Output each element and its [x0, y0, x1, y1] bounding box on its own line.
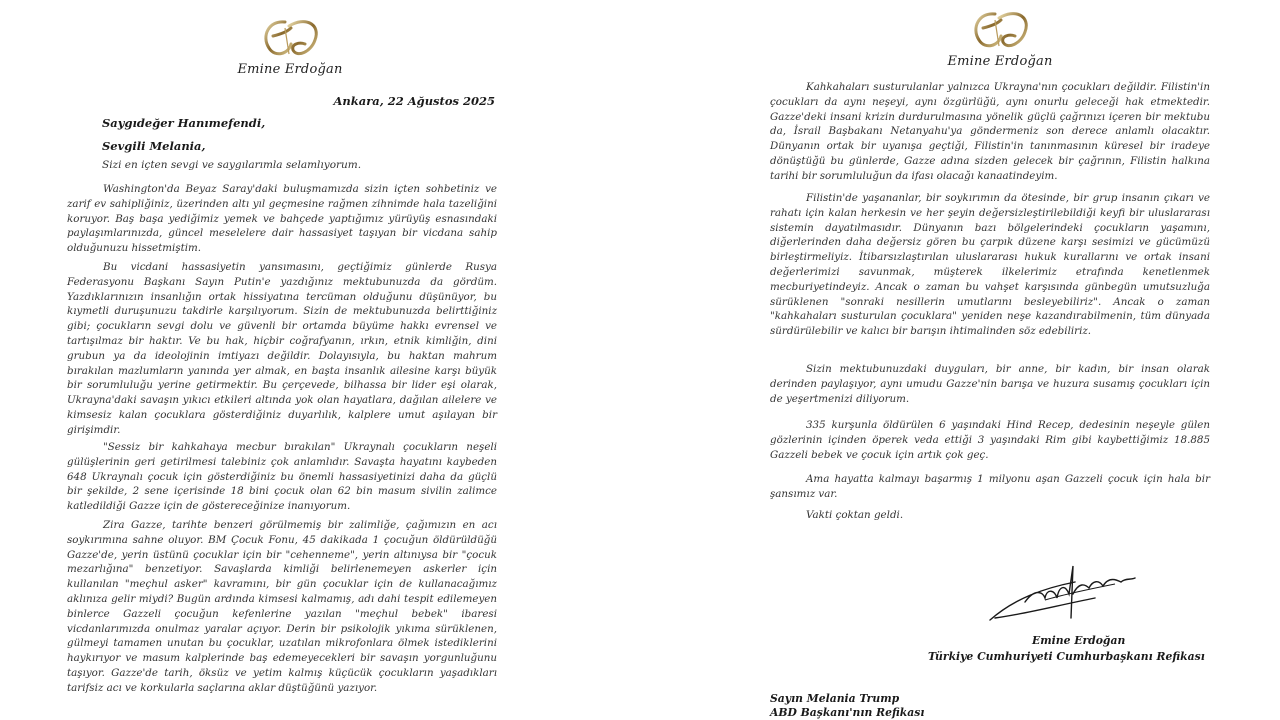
letterhead-name: Emine Erdoğan — [237, 62, 343, 77]
paragraph — [67, 182, 497, 256]
paragraph-text: Kahkahaları susturulanlar yalnızca Ukrayna'nın çocukları değildir. Filistin'in çocukları da aynı neşeyi, aynı özgürlüğü, aynı onurlu geleceği hak etmektedir. Gazze'deki insani krizin durdurulmasına yönelik güçlü çağrınızı içeren bir mektubu da, İsrail Başbakanı Netanyahu'ya göndermeniz son derece anlamlı olacaktır. Dünyanın ortak bir uyanışa geçtiği, Filistin'in tanınmasının küresel bir iradeye dönüştüğü bu günlerde, Gazze adına sizden gelecek bir çağrının, Filistin halkına tarihi bir sorumluluğun da ifası olacağı kanaatindeyim. — [770, 81, 1210, 182]
paragraph-text: Ama hayatta kalmayı başarmış 1 milyonu aşan Gazzeli çocuk için hala bir şansımız var. — [770, 473, 1210, 500]
recipient-name: Sayın Melania Trump — [770, 692, 900, 705]
paragraph-text: Filistin'de yaşananlar, bir soykırımın da ötesinde, bir grup insanın çıkarı ve rahatı için kalan herkesin ve her şeyin değersizleştirilebildiği keyfi bir uluslararası sistemin dayatılmasıdır. Dünyanın bazı bölgelerindeki çocukların yaşamını, diğerlerinden daha değersiz gören bu çarpık düzene karşı sesimizi ve gücümüzü birleştirmeliyiz. İtibarsızlaştırılan uluslararası hukuk kurallarını ve ortak insani değerlerimizi savunmak, müşterek ilkelerimiz etrafında kenetlenmek mecburiyetindeyiz. Ancak o zaman bu vahşet karşısında günbegün umutsuzluğa sürüklenen "sonraki nesillerin umutlarını besleyebiliriz". Ancak o zaman "kahkahaları susturulan çocuklara" yeniden neşe kazandırabilmenin, tüm dünyada sürdürülebilir ve kalıcı bir barışın ihtimalinden söz edebiliriz. — [770, 192, 1210, 338]
monogram-logo-icon — [965, 6, 1035, 54]
salutation-personal: Sevgili Melania, — [102, 139, 206, 153]
recipient-title: ABD Başkanı'nın Refikası — [770, 706, 925, 719]
paragraph-text: Sizin mektubunuzdaki duyguları, bir anne, bir kadın, bir insan olarak derinden paylaşıyor, aynı umudu Gazze'nin barışa ve huzura susamış çocukları için de yeşertmenizi diliyorum. — [770, 363, 1210, 405]
letter-page-2 — [770, 0, 1220, 720]
handwritten-signature-icon — [985, 558, 1155, 628]
paragraph — [770, 362, 1210, 406]
letter-date: Ankara, 22 Ağustos 2025 — [333, 94, 495, 108]
letterhead — [220, 14, 360, 77]
letterhead-name: Emine Erdoğan — [947, 54, 1053, 69]
letterhead — [930, 6, 1070, 69]
paragraph-text: Zira Gazze, tarihte benzeri görülmemiş bir zalimliğe, çağımızın en acı soykırımına sahne oluyor. BM Çocuk Fonu, 45 dakikada 1 çocuğun öldürüldüğü Gazze'de, yerin üstünü çocuklar için bir "cehenneme", yerin altınıysa bir "çocuk mezarlığına" benzetiyor. Savaşlarda kimliği belirlenemeyen askerler için kullanılan "meçhul asker" kavramını, bir gün çocuklar için de kullanacağımız aklınıza gelir miydi? Bugün ardında kimsesi kalmamış, adı dahi tespit edilemeyen binlerce Gazzeli çocuğun kefenlerine yazılan "meçhul bebek" ibaresi vicdanlarımızda onulmaz yaralar açıyor. Derin bir psikolojik yıkıma sürüklenen, gülmeyi tamamen unutan bu çocuklar, uzatılan mikrofonlara ölmek istediklerini haykırıyor ve masum kalplerinde baş edemeyecekleri bir savaşın yorgunluğunu taşıyor. Gazze'de tarih, öksüz ve yetim kalmış küçücük çocukların yaşadıkları tarifsiz acı ve korkularla saçlarına aklar düştüğünü yazıyor. — [67, 519, 497, 694]
paragraph-text: 335 kurşunla öldürülen 6 yaşındaki Hind Recep, dedesinin neşeyle gülen gözlerinin içinden öperek veda ettiği 3 yaşındaki Rim gibi kaybettiğimiz 18.885 Gazzeli bebek ve çocuk için artık çok geç. — [770, 419, 1210, 461]
monogram-logo-icon — [255, 14, 325, 62]
signatory-name: Emine Erdoğan — [1032, 634, 1126, 647]
paragraph — [770, 80, 1210, 184]
paragraph — [770, 472, 1210, 502]
salutation-formal: Saygıdeğer Hanımefendi, — [102, 116, 266, 130]
signatory-title: Türkiye Cumhuriyeti Cumhurbaşkanı Refikası — [928, 650, 1205, 663]
paragraph-text: "Sessiz bir kahkahaya mecbur bırakılan" Ukraynalı çocukların neşeli gülüşlerinin geri getirilmesi talebiniz çok anlamlıdır. Savaşta hayatını kaybeden 648 Ukraynalı çocuk için gösterdiğiniz bu önemli hassasiyetinizi daha da güçlü bir şekilde, 2 sene içerisinde 18 bini çocuk olan 62 bin masum sivilin zalimce katledildiği Gazze için de göstereceğinize inanıyorum. — [67, 441, 497, 513]
paragraph-text: Washington'da Beyaz Saray'daki buluşmamızda sizin içten sohbetiniz ve zarif ev sahipliğiniz, üzerinden altı yıl geçmesine rağmen zihnimde hala tazeliğini koruyor. Baş başa yediğimiz yemek ve bahçede yaptığımız yürüyüş esnasındaki paylaşımlarınızda, güncel meselelere dair hassasiyet taşıyan bir vicdana sahip olduğunuzu hissetmiştim. — [67, 183, 497, 255]
paragraph — [67, 440, 497, 514]
paragraph — [67, 260, 497, 438]
paragraph — [770, 508, 1210, 523]
letter-page-1 — [0, 0, 540, 720]
paragraph — [770, 418, 1210, 462]
paragraph — [67, 518, 497, 696]
greeting-line: Sizi en içten sevgi ve saygılarımla selamlıyorum. — [102, 159, 362, 171]
paragraph — [770, 191, 1210, 339]
paragraph-text: Vakti çoktan geldi. — [806, 509, 904, 521]
paragraph-text: Bu vicdani hassasiyetin yansımasını, geçtiğimiz günlerde Rusya Federasyonu Başkanı Sayın Putin'e yazdığınız mektubunuzda da gördüm. Yazdıklarınızın insanlığın ortak hissiyatına tercüman olduğunu düşünüyor, bu kıymetli duruşunuzu takdirle karşılıyorum. Sizin de mektubunuzda belirttiğiniz gibi; çocukların sevgi dolu ve güvenli bir ortamda büyüme hakkı evrensel ve tartışılmaz bir haktır. Ve bu hak, hiçbir coğrafyanın, ırkın, etnik kimliğin, dini grubun ya da ideolojinin imtiyazı değildir. Dolayısıyla, bu haktan mahrum bırakılan mazlumların yanında yer almak, en başta insanlık ailesine karşı büyük bir sorumluluğu yerine getirmektir. Bu çerçevede, bilhassa bir lider eşi olarak, Ukrayna'daki savaşın yıkıcı etkileri altında yok olan hayatlara, dağılan ailelere ve kimsesiz kalan çocuklara gösterdiğiniz duyarlılık, kalplere umut aşılayan bir girişimdir. — [67, 261, 497, 436]
